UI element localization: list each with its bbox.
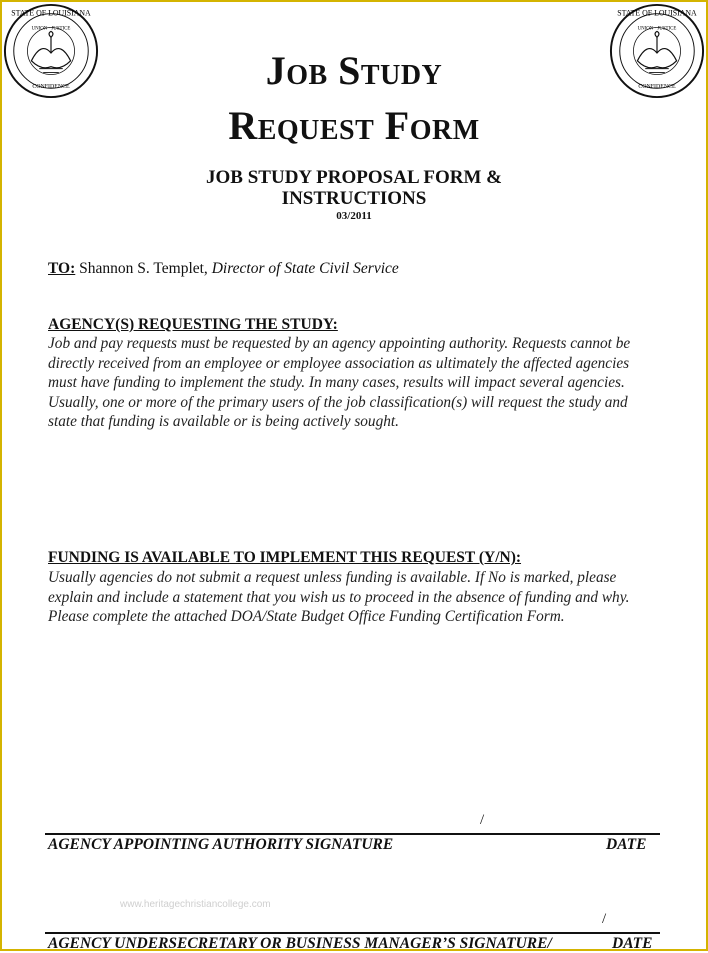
svg-text:CONFIDENCE: CONFIDENCE — [32, 84, 70, 91]
watermark: www.heritagechristiancollege.com — [120, 899, 271, 910]
svg-text:STATE OF LOUISIANA: STATE OF LOUISIANA — [11, 8, 91, 18]
page-title-line2: Request Form — [228, 103, 480, 148]
signature-slash-2: / — [602, 911, 607, 927]
agency-section-heading: AGENCY(S) REQUESTING THE STUDY: — [48, 316, 338, 333]
authority-signature-line[interactable] — [45, 833, 660, 835]
funding-section-body: Usually agencies do not submit a request unless funding is available. If No is marked, please explain and include a statement that you wish us to proceed in the absence of funding and why. Please complete the attached DOA/State Budget Office Funding Certification Form. — [48, 569, 630, 625]
funding-section-heading: FUNDING IS AVAILABLE TO IMPLEMENT THIS REQUEST (Y/N): — [48, 549, 522, 566]
to-label: TO: — [48, 260, 76, 277]
svg-text:STATE OF LOUISIANA: STATE OF LOUISIANA — [617, 8, 697, 18]
page-title-line1: Job Study — [265, 48, 443, 93]
signature-slash: / — [480, 812, 485, 828]
to-role: Director of State Civil Service — [211, 260, 399, 277]
form-date: 03/2011 — [336, 210, 372, 222]
subtitle-line1: JOB STUDY PROPOSAL FORM & — [206, 167, 502, 188]
to-name: Shannon S. Templet, — [79, 260, 208, 277]
agency-section-body: Job and pay requests must be requested by an agency appointing authority. Requests cannot be directly received from an employee or employee association as ultimately the affected agencies must have funding to implement the study. In many cases, results will impact several agencies. Usually, one or more of the primary users of the job classification(s) will request the study and state that funding is available or is being actively sought. — [48, 335, 631, 430]
undersecretary-signature-line[interactable] — [45, 932, 660, 934]
svg-text:UNION · JUSTICE: UNION · JUSTICE — [637, 26, 677, 32]
authority-signature-label: AGENCY APPOINTING AUTHORITY SIGNATURE — [48, 836, 394, 853]
svg-text:UNION · JUSTICE: UNION · JUSTICE — [31, 26, 71, 32]
to-line — [48, 260, 399, 278]
subtitle-line2: INSTRUCTIONS — [281, 188, 427, 209]
svg-text:CONFIDENCE: CONFIDENCE — [638, 84, 676, 91]
undersecretary-date-label: DATE — [612, 935, 653, 952]
authority-date-label: DATE — [606, 836, 647, 853]
undersecretary-signature-label: AGENCY UNDERSECRETARY OR BUSINESS MANAGER’S SIGNATURE/ — [48, 935, 552, 952]
